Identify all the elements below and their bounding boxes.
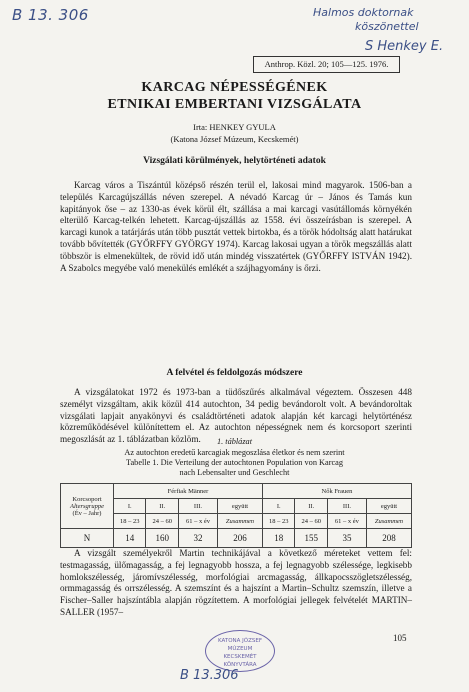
female-group-label: II. bbox=[295, 499, 327, 514]
female-group-label: III. bbox=[327, 499, 366, 514]
female-group-range: 24 – 60 bbox=[295, 514, 327, 529]
age-group-header: Korcsoport Altersgruppe (Év – Jahr) bbox=[61, 484, 114, 529]
signature: S Henkey E. bbox=[365, 39, 444, 54]
affiliation: (Katona József Múzeum, Kecskemét) bbox=[170, 134, 299, 144]
female-group-label: I. bbox=[262, 499, 294, 514]
paragraph-method: A vizsgálatokat 1972 és 1973-ban a tüdőszűrés alkalmával végeztem. Összesen 448 személyt vizsgáltam, akik közül 414 autochton, 34 pedig bevándorolt volt. A bevándoroltak vizsgálati lapjait anyakönyvi és családtörténeti adatok alapján két karcagi helytörténész közreműködésével különítettem el. Az autochton népességnek nem és korcsoport szerinti megoszlását az 1. táblázatban közlöm. bbox=[60, 387, 412, 445]
library-stamp: KATONA JÓZSEF MÚZEUM KECSKEMÉT KÖNYVTÁRA bbox=[205, 630, 275, 672]
article-title-line-1: KARCAG NÉPESSÉGÉNEK bbox=[141, 80, 328, 95]
paragraph-history: Karcag város a Tiszántúl középső részén terül el, lakosai mind magyarok. 1506-ban a település Karcagújszállás néven szerepel. A névadó Karcag úr – János és Tamás kun kapitányok őse – az 1330-as évek körül élt, szállása a mai karcagi vasútállomás környékén elterülő Karcag-telkén lehetett. Karcag-újszállás az 1558. évi összeírásban is szerepel. A karcagi kunok a tatárjárás után több pusztát vettek birtokba, és a török hódoltság alatt határukat tovább bővítették (GYŐRFFY GYÖRGY 1974). Karcag lakosai ugyan a török megszállás alatt többször is elmenekültek, de rövid idő után mindég visszatértek (GYŐRFFY ISTVÁN 1942). A Szabolcs megyébe való menekülés emlékét a szájhagyomány is őrzi. bbox=[60, 180, 412, 273]
male-count: 160 bbox=[146, 529, 178, 548]
table-caption-de-2: nach Lebensalter und Geschlecht bbox=[179, 468, 290, 477]
dedication-line-1: Halmos doktornak bbox=[313, 6, 414, 19]
handwritten-catalog-number-bottom: B 13.306 bbox=[180, 668, 239, 683]
journal-reference: Anthrop. Közl. 20; 105—125. 1976. bbox=[253, 56, 400, 73]
male-total: 206 bbox=[217, 529, 262, 548]
article-title-line-2: ETNIKAI EMBERTANI VIZSGÁLATA bbox=[107, 97, 362, 112]
female-count: 155 bbox=[295, 529, 327, 548]
paragraph-measurements: A vizsgált személyekről Martin technikájával a következő méreteket vettem fel: testmagasság, ülőmagasság, a fej legnagyobb hossza, a fej legnagyobb szélessége, legkisebb homlokszélesség, járomívszélesség, morfológiai arcmagasság, állkapocsszögletszélesség, ormmagasság és orrszélesség. A szemszínt és a hajszínt a Martin–Schultz szemszín, illetve a Fischer–Saller hajszíntábla alapján rögzítettem. A morfológiai jellegek felvételét MARTIN–SALLER (1957– bbox=[60, 548, 412, 617]
row-label-n: N bbox=[61, 529, 114, 548]
female-total: 208 bbox=[366, 529, 411, 548]
male-group-range: 18 – 23 bbox=[114, 514, 146, 529]
population-table bbox=[60, 483, 412, 548]
female-header: Nők Frauen bbox=[262, 484, 411, 499]
section-heading-conditions: Vizsgálati körülmények, helytörténeti adatok bbox=[143, 156, 326, 166]
female-group-range: 61 – x év bbox=[327, 514, 366, 529]
table-caption-hu: Az autochton eredetű karcagiak megoszlása életkor és nem szerint bbox=[124, 448, 345, 457]
male-group-range: Zusammen bbox=[217, 514, 262, 529]
male-group-label: III. bbox=[178, 499, 217, 514]
male-header: Férfiak Männer bbox=[114, 484, 263, 499]
male-group-range: 61 – x év bbox=[178, 514, 217, 529]
section-heading-method: A felvétel és feldolgozás módszere bbox=[166, 368, 303, 378]
female-count: 35 bbox=[327, 529, 366, 548]
male-group-label: együtt bbox=[217, 499, 262, 514]
table-number: 1. táblázat bbox=[216, 437, 253, 446]
author-line: Irta: HENKEY GYULA bbox=[193, 122, 276, 132]
table-caption-de-1: Tabelle 1. Die Verteilung der autochtonen Population von Karcag bbox=[126, 458, 343, 467]
dedication-line-2: köszönettel bbox=[355, 20, 419, 33]
male-group-range: 24 – 60 bbox=[146, 514, 178, 529]
male-group-label: II. bbox=[146, 499, 178, 514]
male-group-label: I. bbox=[114, 499, 146, 514]
female-group-range: 18 – 23 bbox=[262, 514, 294, 529]
female-count: 18 bbox=[262, 529, 294, 548]
page-number: 105 bbox=[393, 633, 407, 643]
handwritten-catalog-number: B 13. 306 bbox=[12, 6, 89, 24]
male-count: 32 bbox=[178, 529, 217, 548]
male-count: 14 bbox=[114, 529, 146, 548]
female-group-label: együtt bbox=[366, 499, 411, 514]
female-group-range: Zusammen bbox=[366, 514, 411, 529]
handwritten-dedication bbox=[295, 4, 465, 60]
